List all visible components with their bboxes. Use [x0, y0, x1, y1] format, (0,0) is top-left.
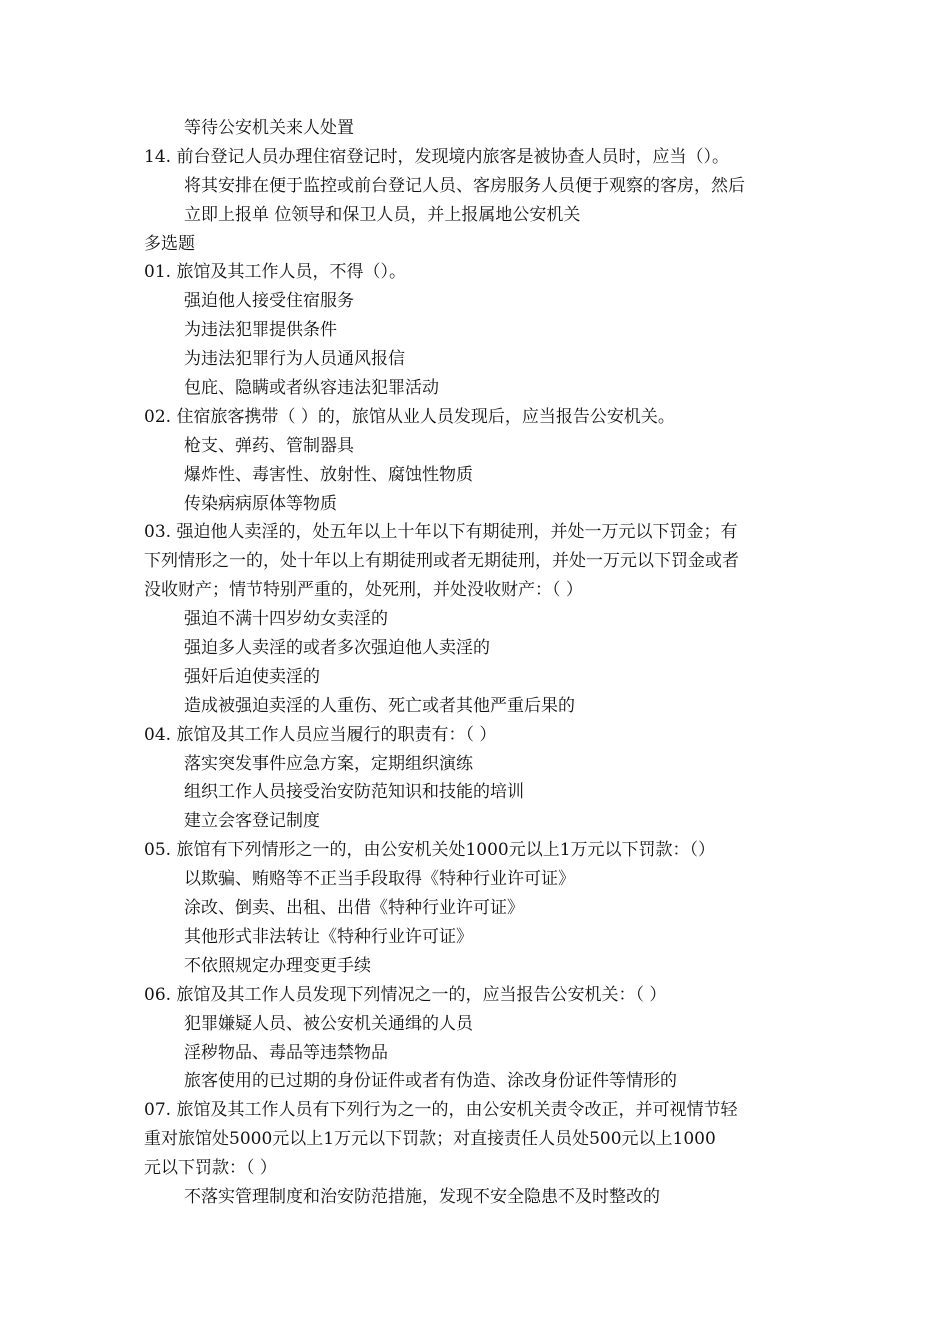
option-text: 涂改、倒卖、出租、出借《特种行业许可证》 [184, 898, 524, 919]
option-text: 落实突发事件应急方案，定期组织演练 [184, 753, 473, 774]
document-content [144, 114, 814, 1212]
option-text: 犯罪嫌疑人员、被公安机关通缉的人员 [184, 1013, 473, 1034]
option-text: 强迫他人接受住宿服务 [184, 291, 354, 312]
question-03-text: 03. 强迫他人卖淫的，处五年以上十年以下有期徒刑，并处一万元以下罚金；有 [144, 522, 738, 543]
option-text: 传染病病原体等物质 [184, 493, 337, 514]
option-text: 建立会客登记制度 [184, 811, 320, 832]
option-text: 包庇、隐瞒或者纵容违法犯罪活动 [184, 378, 439, 399]
question-07-text: 元以下罚款：（ ） [144, 1158, 277, 1179]
option-text: 以欺骗、贿赂等不正当手段取得《特种行业许可证》 [184, 869, 575, 890]
option-text: 等待公安机关来人处置 [184, 118, 354, 138]
option-text: 淫秽物品、毒品等违禁物品 [184, 1042, 388, 1063]
option-text: 为违法犯罪行为人员通风报信 [184, 349, 405, 370]
question-03-text: 下列情形之一的，处十年以上有期徒刑或者无期徒刑，并处一万元以下罚金或者 [144, 551, 739, 572]
question-05-text: 05. 旅馆有下列情形之一的，由公安机关处1000元以上1万元以下罚款：（） [144, 840, 716, 861]
option-text: 立即上报单 位领导和保卫人员，并上报属地公安机关 [184, 204, 581, 225]
question-01-text: 01. 旅馆及其工作人员，不得（）。 [144, 262, 406, 283]
option-text: 不依照规定办理变更手续 [184, 955, 371, 976]
question-07-text: 07. 旅馆及其工作人员有下列行为之一的，由公安机关责令改正，并可视情节轻 [144, 1100, 738, 1121]
option-text: 强迫多人卖淫的或者多次强迫他人卖淫的 [184, 638, 490, 659]
question-04-text: 04. 旅馆及其工作人员应当履行的职责有：（ ） [144, 724, 497, 745]
option-text: 为违法犯罪提供条件 [184, 320, 337, 341]
option-text: 枪支、弹药、管制器具 [184, 435, 354, 456]
option-text: 旅客使用的已过期的身份证件或者有伪造、涂改身份证件等情形的 [184, 1071, 677, 1092]
question-03-text: 没收财产；情节特别严重的，处死刑，并处没收财产：（ ） [144, 580, 583, 601]
section-title: 多选题 [144, 233, 195, 254]
option-text: 强奸后迫使卖淫的 [184, 666, 320, 687]
option-text: 将其安排在便于监控或前台登记人员、客房服务人员便于观察的客房，然后 [184, 175, 745, 196]
option-text: 不落实管理制度和治安防范措施，发现不安全隐患不及时整改的 [184, 1186, 660, 1207]
option-text: 组织工作人员接受治安防范知识和技能的培训 [184, 782, 524, 803]
option-text: 其他形式非法转让《特种行业许可证》 [184, 926, 473, 947]
option-text: 爆炸性、毒害性、放射性、腐蚀性物质 [184, 464, 473, 485]
option-text: 强迫不满十四岁幼女卖淫的 [184, 609, 388, 630]
option-text: 造成被强迫卖淫的人重伤、死亡或者其他严重后果的 [184, 695, 575, 716]
question-07-text: 重对旅馆处5000元以上1万元以下罚款；对直接责任人员处500元以上1000 [144, 1129, 716, 1150]
question-14-text: 14. 前台登记人员办理住宿登记时，发现境内旅客是被协查人员时，应当（）。 [144, 146, 729, 167]
question-02-text: 02. 住宿旅客携带（ ）的，旅馆从业人员发现后，应当报告公安机关。 [144, 406, 675, 427]
question-06-text: 06. 旅馆及其工作人员发现下列情况之一的，应当报告公安机关：（ ） [144, 984, 667, 1005]
